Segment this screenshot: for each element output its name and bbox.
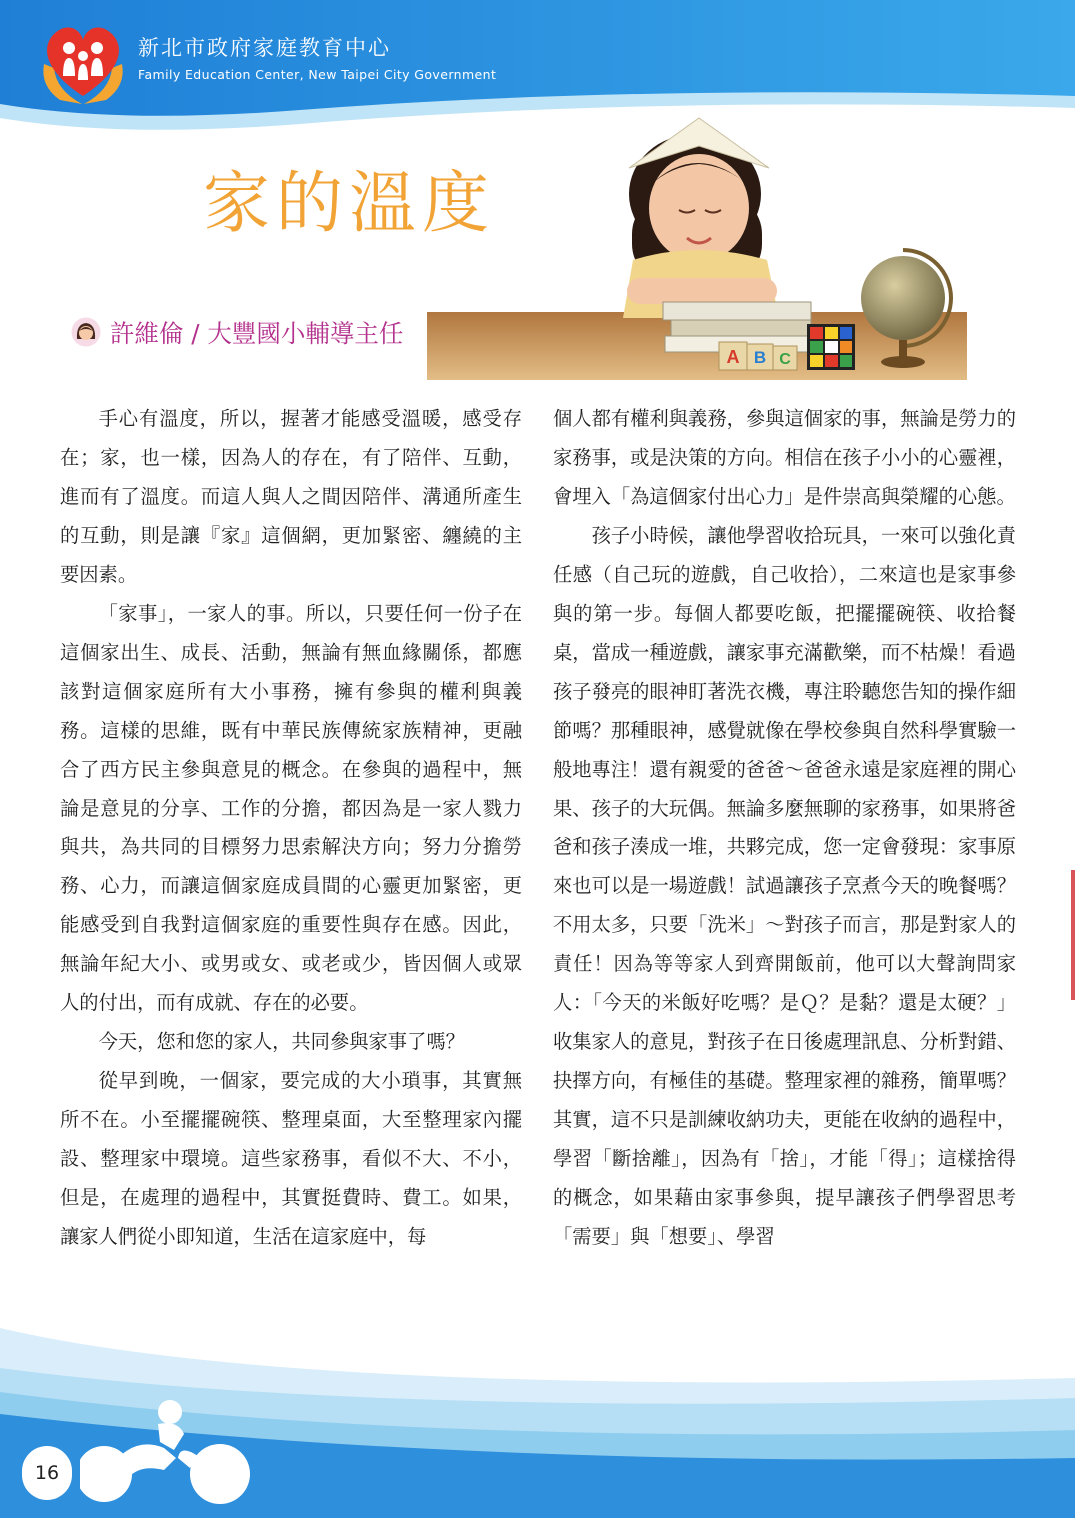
block-letter-b: B <box>753 348 767 367</box>
block-letter-c: C <box>779 351 791 368</box>
paragraph: 孩子小時候，讓他學習收拾玩具，一來可以強化責任感（自己玩的遊戲，自己收拾），二來這也是家事參與的第一步。每個人都要吃飯，把擺擺碗筷、收拾餐桌，當成一種遊戲，讓家事充滿歡樂，而不枯燥！看過孩子發亮的眼神盯著洗衣機，專注聆聽您告知的操作細節嗎？那種眼神，感覺就像在學校參與自然科學實驗一般地專注！還有親愛的爸爸～爸爸永遠是家庭裡的開心果、孩子的大玩偶。無論多麼無聊的家務事，如果將爸爸和孩子湊成一堆，共夥完成，您一定會發現：家事原來也可以是一場遊戲！試過讓孩子烹煮今天的晚餐嗎？不用太多，只要「洗米」～對孩子而言，那是對家人的責任！因為等等家人到齊開飯前，他可以大聲詢問家人：「今天的米飯好吃嗎？是Ｑ？是黏？還是太硬？」收集家人的意見，對孩子在日後處理訊息、分析對錯、抉擇方向，有極佳的基礎。整理家裡的雜務，簡單嗎？其實，這不只是訓練收納功夫，更能在收納的過程中，學習「斷捨離」，因為有「捨」，才能「得」；這樣捨得的概念，如果藉由家事參與，提早讓孩子們學習思考「需要」與「想要」、學習 <box>553 523 1016 1249</box>
paragraph: 「家事」，一家人的事。所以，只要任何一份子在這個家出生、成長、活動，無論有無血緣關係，都應該對這個家庭所有大小事務，擁有參與的權利與義務。這樣的思維，既有中華民族傳統家族精神，更融合了西方民主參與意見的概念。在參與的過程中，無論是意見的分享、工作的分擔，都因為是一家人戮力與共，為共同的目標努力思索解決方向；努力分擔勞務、心力，而讓這個家庭成員間的心靈更加緊密，更能感受到自我對這個家庭的重要性與存在感。因此，無論年紀大小、或男或女、或老或少，皆因個人或眾人的付出，而有成就、存在的必要。 <box>60 601 522 1015</box>
paragraph: 手心有溫度，所以，握著才能感受溫暖，感受存在；家，也一樣，因為人的存在，有了陪伴、互動，進而有了溫度。而這人與人之間因陪伴、溝通所產生的互動，則是讓『家』這個網，更加緊密、纏繞的主要因素。 <box>60 407 522 586</box>
paragraph: 個人都有權利與義務，參與這個家的事，無論是勞力的家務事，或是決策的方向。相信在孩子小小的心靈裡，會埋入「為這個家付出心力」是件崇高與榮耀的心態。 <box>553 407 1016 508</box>
article-author: 許維倫 / 大豐國小輔導主任 <box>110 319 404 348</box>
article-title: 家的溫度 <box>203 164 495 242</box>
page-number: 16 <box>22 1446 72 1500</box>
family-heart-hands-logo <box>36 16 130 106</box>
block-letter-a: A <box>726 347 740 367</box>
paragraph: 從早到晚，一個家，要完成的大小瑣事，其實無所不在。小至擺擺碗筷、整理桌面，大至整理家內擺設、整理家中環境。這些家務事，看似不大、不小，但是，在處理的過程中，其實挺費時、費工。如果，讓家人們從小即知道，生活在這家庭中，每 <box>60 1069 522 1249</box>
org-name-zh: 新北市政府家庭教育中心 <box>138 36 391 60</box>
hero-image <box>427 110 967 380</box>
edge-marker <box>1071 870 1075 1000</box>
body-column-right <box>553 400 1016 1257</box>
paragraph: 今天，您和您的家人，共同參與家事了嗎？ <box>98 1030 465 1054</box>
body-column-left <box>60 400 522 1257</box>
org-name-en: Family Education Center, New Taipei City Government <box>138 67 497 82</box>
parent-lifting-child-silhouette <box>80 1398 290 1518</box>
author-avatar-icon <box>71 317 101 347</box>
